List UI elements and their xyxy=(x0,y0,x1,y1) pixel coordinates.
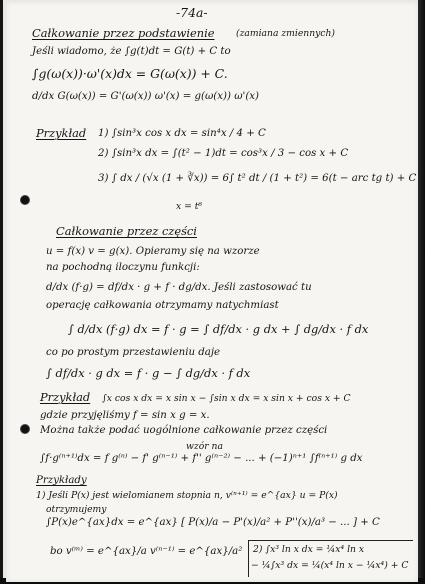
example-box-line1: 2) ∫x³ ln x dx = ¼x⁴ ln x xyxy=(253,544,365,555)
section1-ex3-substitution: x = t⁶ xyxy=(176,201,203,212)
section2-ex-line2: gdzie przyjęliśmy f = sin x g = x. xyxy=(40,410,210,421)
section2-line2: na pochodną iloczynu funkcji: xyxy=(46,262,200,273)
section2-example-label: Przykład xyxy=(40,390,91,404)
section2-ex-line1: ∫x cos x dx = x sin x − ∫sin x dx = x sin x + cos x + C xyxy=(102,393,351,404)
section2-ex-line4: ∫f·g⁽ⁿ⁺¹⁾dx = f g⁽ⁿ⁾ − f' g⁽ⁿ⁻¹⁾ + f'' g⁽ⁿ⁻²⁾ − ... + (−1)ⁿ⁺¹ ∫f⁽ⁿ⁺¹⁾ g dx xyxy=(40,453,363,464)
section2-examples-label: Przykłady xyxy=(36,475,87,486)
section2-ex2-line2: otrzymujemy xyxy=(46,504,107,515)
example-box-line2: − ¼∫x³ dx = ¼(x⁴ ln x − ¼x⁴) + C xyxy=(251,560,409,571)
page-number: -74a- xyxy=(176,5,208,20)
section2-ex-line3: Można także podać uogólnione całkowanie przez części xyxy=(40,425,328,436)
section1-heading-note: (zamiana zmiennych) xyxy=(236,28,335,39)
section1-ex3: 3) ∫ dx / (√x (1 + ∛x)) = 6∫ t² dt / (1 + t²) = 6(t − arc tg t) + C xyxy=(98,173,417,184)
example-box xyxy=(248,540,413,577)
punch-hole-top xyxy=(20,195,30,205)
section2-line5: ∫ d/dx (f·g) dx = f · g = ∫ df/dx · g dx + ∫ dg/dx · f dx xyxy=(68,322,369,336)
section1-ex2: 2) ∫sin³x dx = ∫(t² − 1)dt = cos³x / 3 − cos x + C xyxy=(98,148,349,159)
section2-line4: operację całkowania otrzymamy natychmiast xyxy=(46,300,279,311)
section2-line1: u = f(x) v = g(x). Opieramy się na wzorze xyxy=(46,246,260,257)
section1-line1: Jeśli wiadomo, że ∫g(t)dt = G(t) + C to xyxy=(32,46,231,57)
section2-ex-line4-note: wzór na xyxy=(186,441,223,452)
punch-hole-bottom xyxy=(20,424,30,434)
section1-line3: d/dx G(ω(x)) = G'(ω(x)) ω'(x) = g(ω(x)) ω'(x) xyxy=(32,91,260,102)
section2-line3: d/dx (f·g) = df/dx · g + f · dg/dx. Jeśli zastosować tu xyxy=(46,282,312,293)
section2-heading: Całkowanie przez części xyxy=(56,224,197,238)
section1-example-label: Przykład xyxy=(36,126,87,140)
notebook-page xyxy=(6,2,418,582)
section1-ex1: 1) ∫sin³x cos x dx = sin⁴x / 4 + C xyxy=(98,128,266,139)
scan-left-edge xyxy=(0,0,3,584)
section1-heading: Całkowanie przez podstawienie xyxy=(32,26,215,40)
section2-line6: co po prostym przestawieniu daje xyxy=(46,347,221,358)
section1-line2: ∫g(ω(x))·ω'(x)dx = G(ω(x)) + C. xyxy=(32,66,228,81)
section2-ex2-line4: bo v⁽ᵐ⁾ = e^{ax}/a v⁽ⁿ⁻¹⁾ = e^{ax}/a² xyxy=(50,546,243,557)
section2-ex2-line3: ∫P(x)e^{ax}dx = e^{ax} [ P(x)/a − P'(x)/a² + P''(x)/a³ − ... ] + C xyxy=(46,517,380,528)
scan-right-edge xyxy=(418,0,425,584)
section2-line7: ∫ df/dx · g dx = f · g − ∫ dg/dx · f dx xyxy=(46,366,251,380)
section2-ex2-line1: 1) Jeśli P(x) jest wielomianem stopnia n, v⁽ⁿ⁺¹⁾ = e^{ax} u = P(x) xyxy=(36,490,338,501)
